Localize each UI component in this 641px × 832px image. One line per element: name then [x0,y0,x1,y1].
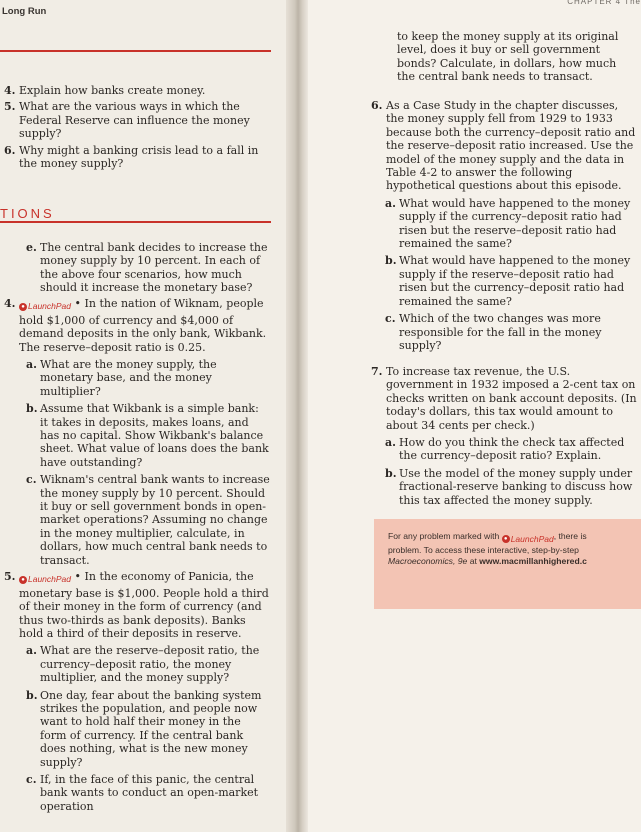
problem-item-e: e. The central bank decides to increase the money supply by 10 percent. In each of the above four scenarios, how much should it increase the monetary base? [26,241,268,295]
problem-7-part-a: a. How do you think the check tax affected the currency–deposit ratio? Explain. [385,436,625,463]
review-questions [4,84,272,173]
problem-4-part-a: a. What are the money supply, the monetary base, and the money multiplier? [26,357,217,398]
problem-6-part-c: c. Which of the two changes was more responsible for the fall in the money supply? [385,312,602,352]
launchpad-badge[interactable]: ● LaunchPad [19,300,71,313]
section-heading: TIONS [0,206,55,221]
running-head: Long Run [2,6,47,17]
review-question-4: 4. Explain how banks create money. [4,84,206,97]
launchpad-icon: ● [19,576,27,584]
launchpad-badge[interactable]: ● LaunchPad [502,534,554,545]
review-question-5: 5. What are the various ways in which the Federal Reserve can influence the money supply? [4,100,250,141]
problem-5-part-c: c. If, in the face of this panic, the central bank wants to conduct an open-market operation [26,772,259,813]
problem-4-part-c: c. Wiknam's central bank wants to increase the money supply by 10 percent. Should it buy or sell government bonds in open-market operations? Assuming no change in the money multiplier, calculate, in dollars, how much central bank needs to transact. [26,473,270,567]
problem-5: 5. ● LaunchPad • In the economy of Panicia, the monetary base is $1,000. People hold a third of their money in the form of currency (and thus two-thirds as bank deposits). Banks hold a third of their deposits in reserve. a. What are the reserve–deposit ratio, the currency–deposit ratio, the money multiplier, and the money supply? b. One day, fear about the banking system strikes the population, and people now want to hold half their money in the form of currency. If the central bank does nothing, what is the new money supply? c. If, in the face of this panic, the central bank wants to conduct an open-market operation [4,570,269,813]
problem-6-part-a: a. What would have happened to the money supply if the currency–deposit ratio had risen but the reserve–deposit ratio had remained the same? [385,196,631,251]
continuation-text: to keep the money supply at its original level, does it buy or sell government bonds? Calculate, in dollars, how much the central bank needs to transact. [397,30,619,84]
section-rule [0,221,271,223]
problem-6: 6. As a Case Study in the chapter discusses, the money supply fell from 1929 to 1933 because both the currency–deposit ratio and the reserve–deposit ratio increased. Use the model of the money supply and the data in Table 4-2 to answer the following hypothetical questions about this episode. a. What would have happened to the money supply if the currency–deposit ratio had risen but the reserve–deposit ratio had remained the same? b. What would have happened to the money supply if the reserve–deposit ratio had risen but the currency–deposit ratio had remained the same? c. Which of the two changes was more responsible for the fall in the money supply? [371,99,636,352]
left-page [0,0,292,832]
right-page [300,0,641,832]
running-head-right: CHAPTER 4 The [567,0,641,6]
launchpad-callout: For any problem marked with ● LaunchPad , there is problem. To access these interactive, step-by-step Macroeconomics, 9e at www.macmillanhighered.c [374,519,641,609]
website-link[interactable]: www.macmillanhighered.c [479,555,587,566]
launchpad-icon: ● [19,303,27,311]
divider-rule [0,50,271,52]
problem-7-part-b: b. Use the model of the money supply under fractional-reserve banking to discuss how this tax affected the money supply. [385,466,633,507]
problem-4: 4. ● LaunchPad • In the nation of Wiknam, people hold $1,000 of currency and $4,000 of demand deposits in the only bank, Wikbank. The reserve–deposit ratio is 0.25. a. What are the money supply, the monetary base, and the money multiplier? b. Assume that Wikbank is a simple bank: it takes in deposits, makes loans, and has no capital. Show Wikbank's balance sheet. What value of loans does the bank have outstanding? c. Wiknam's central bank wants to increase the money supply by 10 percent. Should it buy or sell government bonds in open-market operations? Assuming no change in the money multiplier, calculate, in dollars, how much central bank needs to transact. [4,297,270,567]
review-question-6: 6. Why might a banking crisis lead to a fall in the money supply? [4,143,259,171]
problem-4-part-b: b. Assume that Wikbank is a simple bank: it takes in deposits, makes loans, and has no capital. Show Wikbank's balance sheet. What value of loans does the bank have outstanding? [26,402,269,469]
launchpad-badge[interactable]: ● LaunchPad [19,573,71,586]
problem-6-part-b: b. What would have happened to the money supply if the reserve–deposit ratio had risen but the currency–deposit ratio had remained the same? [385,254,631,308]
problem-5-part-a: a. What are the reserve–deposit ratio, the currency–deposit ratio, the money multiplier, and the money supply? [26,644,260,685]
book-gutter [286,0,308,832]
launchpad-icon: ● [502,535,510,543]
problem-5-part-b: b. One day, fear about the banking system strikes the population, and people now want to hold half their money in the form of currency. If the central bank does nothing, what is the new money supply? [26,688,262,769]
problem-7: 7. To increase tax revenue, the U.S. government in 1932 imposed a 2-cent tax on checks written on bank account deposits. (In today's dollars, this tax would amount to about 34 cents per check.) a. How do you think the check tax affected the currency–deposit ratio? Explain. b. Use the model of the money supply under fractional-reserve banking to discuss how this tax affected the money supply. [371,365,637,507]
